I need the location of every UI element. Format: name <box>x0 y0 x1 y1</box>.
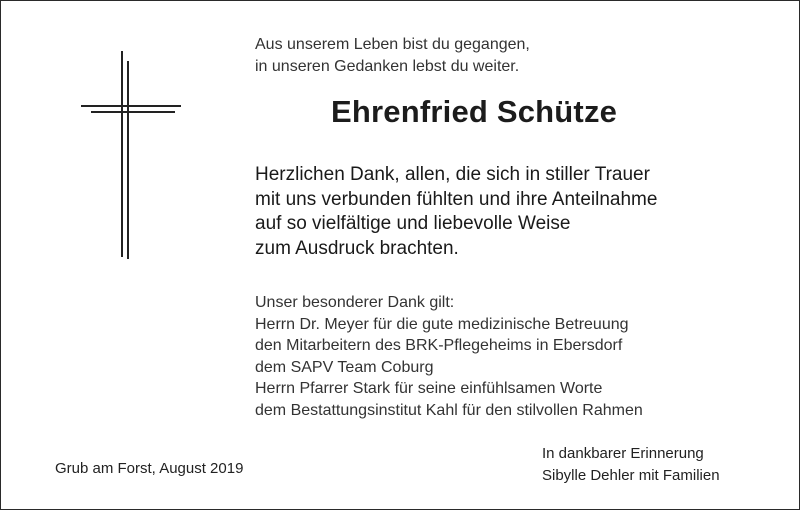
special-thanks <box>255 292 643 421</box>
thanks-line: Herzlichen Dank, allen, die sich in stiller Trauer <box>255 164 650 185</box>
thanks-line: auf so vielfältige und liebevolle Weise <box>255 213 571 234</box>
cross-icon <box>81 51 181 259</box>
cross-vertical-bar-shadow <box>127 61 129 259</box>
verse-line: Aus unserem Leben bist du gegangen, <box>255 36 530 53</box>
special-thanks-line: dem Bestattungsinstitut Kahl für den stilvollen Rahmen <box>255 401 643 419</box>
signature-block <box>542 443 720 486</box>
signature-line: Sibylle Dehler mit Familien <box>542 466 720 484</box>
thanks-line: zum Ausdruck brachten. <box>255 237 459 259</box>
signature-line: In dankbarer Erinnerung <box>542 445 704 462</box>
cross-horizontal-bar <box>81 105 181 107</box>
deceased-name: Ehrenfried Schütze <box>331 94 618 129</box>
special-thanks-line: Herrn Dr. Meyer für die gute medizinische Betreuung <box>255 315 629 333</box>
cross-horizontal-bar-shadow <box>91 111 175 113</box>
memorial-verse <box>255 34 530 78</box>
cross-vertical-bar <box>121 51 123 257</box>
verse-line: in unseren Gedanken lebst du weiter. <box>255 58 520 75</box>
thanks-paragraph <box>255 163 657 261</box>
place-and-date: Grub am Forst, August 2019 <box>55 460 244 477</box>
special-thanks-line: Herrn Pfarrer Stark für seine einfühlsamen Worte <box>255 380 603 397</box>
special-thanks-heading: Unser besonderer Dank gilt: <box>255 294 455 311</box>
thanks-line: mit uns verbunden fühlten und ihre Anteilnahme <box>255 188 658 210</box>
special-thanks-line: den Mitarbeitern des BRK-Pflegeheims in Ebersdorf <box>255 337 623 354</box>
special-thanks-line: dem SAPV Team Coburg <box>255 358 434 376</box>
